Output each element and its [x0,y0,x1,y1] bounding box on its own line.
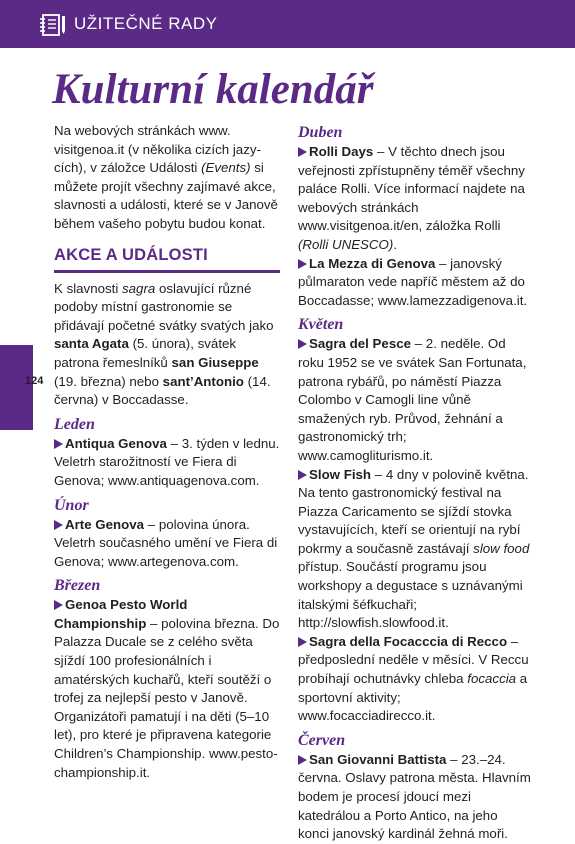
month-heading-unor: Únor [54,496,89,514]
month-heading-kveten: Květen [298,316,344,334]
right-column [298,122,531,844]
page-title: Kulturní kalendář [52,66,374,113]
month-heading-cerven: Červen [298,731,346,749]
section-header-bar [0,0,575,48]
triangle-bullet-icon [298,147,307,157]
event-rolli-days: Rolli Days – V těchto dnech jsou veřejnosti zpřístupněny téměř všechny paláce Rolli. Více informací najdete na webových stránkách www.visitgenoa.it/en, záložka Rolli (Rolli UNESCO). [298,144,525,252]
intro-paragraph: Na webových stránkách www. visitgenoa.it (v několika cizích jazy- cích), v záložce Události (Events) si můžete projít všechny zajímavé akce, slavnosti a události, které se v Janově během vašeho pobytu budou konat. [54,123,278,231]
event-slow-fish: Slow Fish – 4 dny v polovině května. Na tento gastronomický festival na Piazza Caricamento se sjíždí stovka vystavujících, kteří se orientují na rybí pokrmy a současně zastávají slow food přístup. Součástí programu jsou workshopy a degustace s uznávanými italskými šéfkuchaři; http://slowfish.slowfood.it. [298,466,530,631]
event-sagra-del-pesce: Sagra del Pesce – 2. neděle. Od roku 1952 se ve svátek San Fortunata, patrona rybářů, po náměstí Piazza Colombo v Camogli line vůně smažených ryb. Průvod, žehnání a gastronomický trh; www.camogliturismo.it. [298,336,527,463]
triangle-bullet-icon [298,755,307,765]
page-number: 124 [25,375,44,387]
triangle-bullet-icon [54,439,63,449]
triangle-bullet-icon [54,520,63,530]
left-column [54,122,280,782]
notebook-list-icon [40,14,66,36]
event-la-mezza-di-genova: La Mezza di Genova – janovský půlmaraton vede napříč městem až do Boccadasse; www.lamezzadigenova.it. [298,255,528,308]
event-pesto-championship: Genoa Pesto World Championship – polovina března. Do Palazza Ducale se z celého světa sjíždí 100 profesionálních i amatérských kuchařů, kteří soutěží o trofej za nejlepší pesto v Janově. Organizátoři pamatují i na děti (5–10 let), pro které je připravena kategorie Children’s Championship. www.pesto-championship.it. [54,597,280,780]
section-label: UŽITEČNÉ RADY [74,14,218,33]
month-heading-brezen: Březen [54,577,101,595]
triangle-bullet-icon [298,339,307,349]
triangle-bullet-icon [298,637,307,647]
month-heading-leden: Leden [54,415,95,433]
event-san-giovanni-battista: San Giovanni Battista – 23.–24. června. Oslavy patrona města. Hlavním bodem je procesí jdoucí mezi katedrálou a Porto Antico, na jeho konci janovský kardinál žehná moři. [298,751,531,842]
sagra-paragraph: K slavnosti sagra oslavující různé podoby místní gastronomie se přidávají početné svátky svatých jako santa Agata (5. února), svátek patrona řemeslníků san Giuseppe (19. března) nebo sant’Antonio (14. června) v Boccadasse. [54,280,274,408]
section-heading: AKCE A UDÁLOSTI [54,243,280,273]
month-heading-duben: Duben [298,124,343,141]
triangle-bullet-icon [298,259,307,269]
event-arte-genova: Arte Genova – polovina února. Veletrh současného umění ve Fiera di Genova; www.artegenova.com. [54,516,278,569]
event-antiqua-genova: Antiqua Genova – 3. týden v lednu. Veletrh starožitností ve Fiera di Genova; www.antiquagenova.com. [54,435,280,488]
event-sagra-della-focaccia: Sagra della Focacccia di Recco – předposlední neděle v měsíci. V Reccu probíhají ochutnávky chleba focaccia a sportovní aktivity; www.focacciadirecco.it. [298,633,529,724]
page-side-tab [0,345,33,430]
triangle-bullet-icon [54,600,63,610]
triangle-bullet-icon [298,470,307,480]
